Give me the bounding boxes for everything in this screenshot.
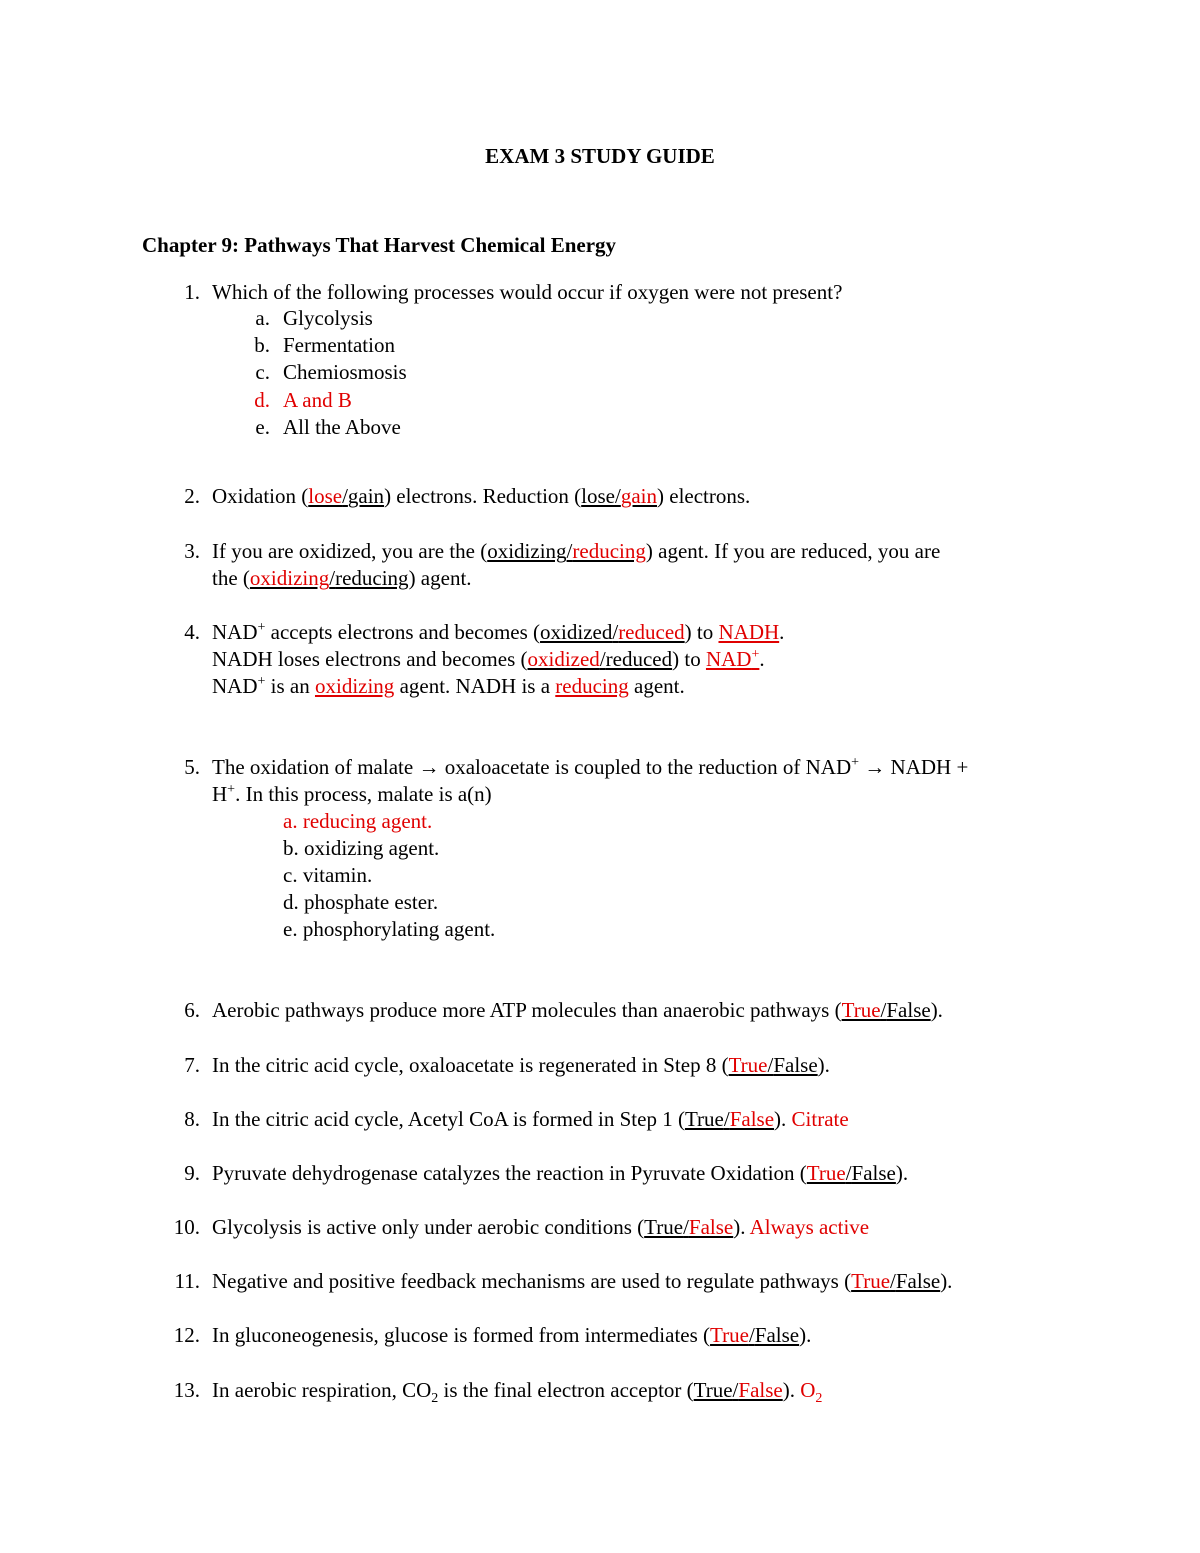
- question-number: 1.: [184, 280, 200, 304]
- q5-option-a-answer: a. reducing agent.: [283, 809, 433, 833]
- answer-note: Citrate: [791, 1107, 849, 1131]
- arrow-icon: →: [864, 755, 886, 779]
- chapter-heading: Chapter 9: Pathways That Harvest Chemical Energy: [142, 233, 617, 257]
- question-text: Which of the following processes would occur if oxygen were not present?: [212, 280, 843, 304]
- answer-note: $O_2$: [800, 1378, 823, 1407]
- q5-option-c: c. vitamin.: [283, 863, 373, 887]
- arrow-icon: →: [418, 755, 440, 779]
- document-page: EXAM 3 STUDY GUIDE Chapter 9: Pathways That Harvest Chemical Energy 1. Which of the following processes would occur if oxygen were not present? a. Glycolysis b. Fermentation c. Chemiosmosis d. A and B e. All the Above 2. Oxidation (lose/gain) electrons. Reduction (lose/gain) electrons. 3. If you are oxidized, you are the (oxidizing/reducing) agent. If you are reduced, you are the (oxidizing/reducing) agent. 4. NAD+ accepts electrons and becomes (oxidized/reduced) to NADH. NADH loses electrons and becomes (oxidized/reduced) to NAD+. NAD+ is an oxidizing agent. NADH is a reducing agent. 5. The oxidation of malate → oxaloacetate is coupled to the reduction of NAD+ → NADH + H+. In this process, malate is a(n) a. reducing agent. b. oxidizing agent. c. vitamin. d. phosphate ester. e. phosphorylating agent. 6. Aerobic pathways produce more ATP molecules than anaerobic pathways (True/False). 7. In the citric acid cycle, oxaloacetate is regenerated in Step 8 (True/False). 8. In the citric acid cycle, Acetyl CoA is formed in Step 1 (True/False). Citrate 9. Pyruvate dehydrogenase catalyzes the reaction in Pyruvate Oxidation (True/False). 10. Glycolysis is active only under aerobic conditions (True/False). Always active 11. Negative and positive feedback mechanisms are used to regulate pathways (True/False). 12. In gluconeogenesis, glucose is formed from intermediates (True/False). 13. In aerobic respiration, $CO_2$ is the final electron acceptor (True/False). $O_2$: [0, 0, 1200, 1553]
- q5-option-e: e. phosphorylating agent.: [283, 917, 496, 941]
- q5-option-b: b. oxidizing agent.: [283, 836, 440, 860]
- q5-option-d: d. phosphate ester.: [283, 890, 439, 914]
- answer-note: Always active: [749, 1215, 870, 1239]
- page-title: EXAM 3 STUDY GUIDE: [485, 144, 715, 168]
